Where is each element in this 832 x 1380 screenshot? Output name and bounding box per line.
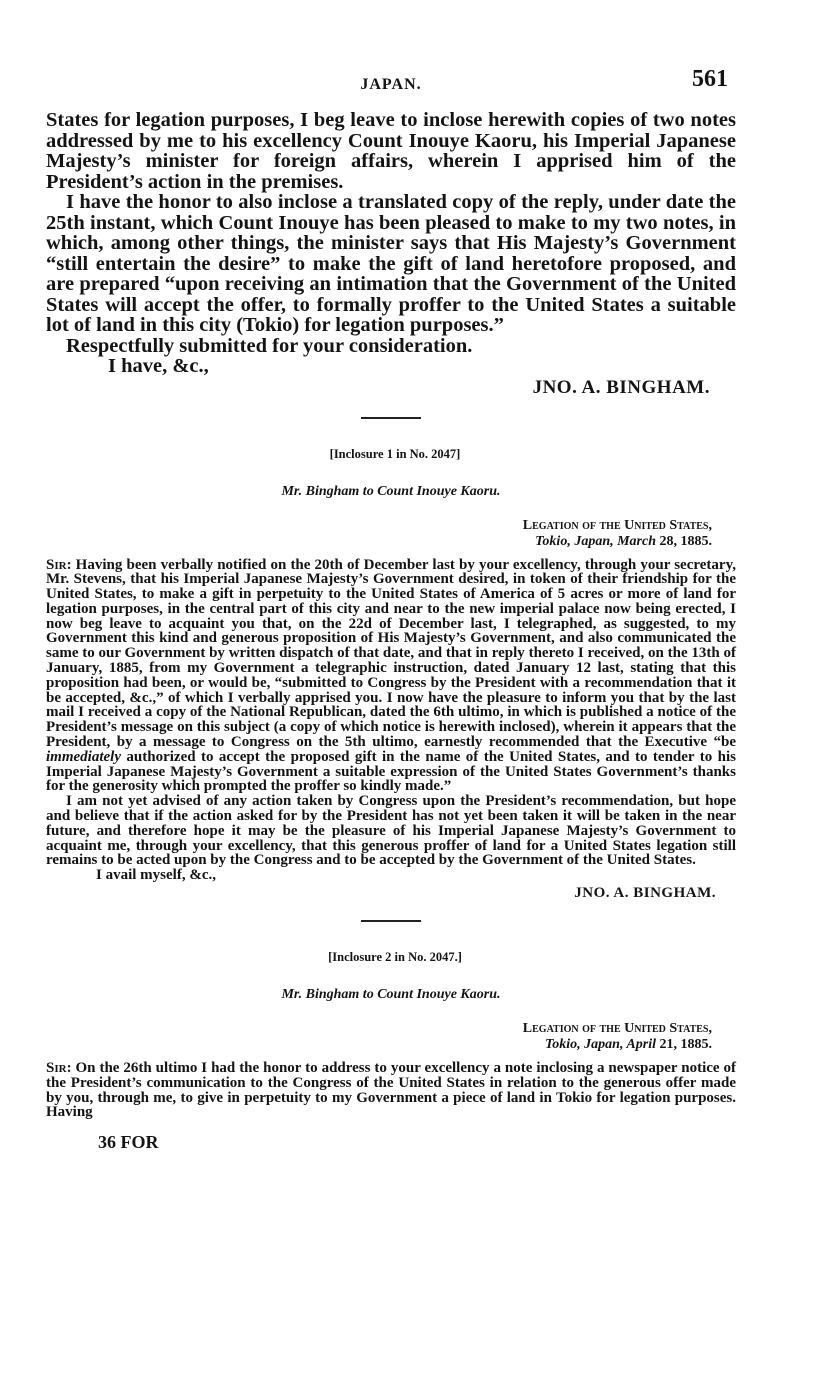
place-date-rest: 21, 1885. bbox=[656, 1037, 712, 1053]
salutation: Sir: bbox=[46, 556, 72, 573]
inclosure-1-signature: JNO. A. BINGHAM. bbox=[574, 885, 716, 902]
paragraph-text: Having been verbally notified on the 20th of December last by your excellency, through your secretary, Mr. Stevens, that his Imperial Japanese Majesty’s Government desired, in token of their friendship for the United States, to make a gift in perpetuity to the United States of America of 5 acres or more of land for legation purposes, in the central part of this city and near to the new imperial palace now being erected, I now beg leave to acquaint you that, on the 22d of December last, I telegraphed, as suggested, to my Government this kind and generous proposition of His Majesty’s Government, and also communicated the same to our Government by written dispatch of that date, and that in reply thereto I received, on the 13th of January, 1885, from my Government a telegraphic instruction, dated January 12 last, stating that this proposition had been, or would be, “submitted to Congress by the President with a recommendation that it be accepted, &c.,” of which I verbally apprised you. I now have the pleasure to inform you that by the last mail I received a copy of the National Republican, dated the 6th ultimo, in which is published a notice of the President’s message on this subject (a copy of which notice is herewith inclosed), wherein it appears that the President, by a message to Congress on the 5th ultimo, earnestly recommended that the Executive “be bbox=[46, 556, 736, 751]
paragraph-emphasis: immediately bbox=[46, 748, 121, 765]
inclosure-1-body bbox=[46, 558, 736, 884]
place-date-italic: Tokio, Japan, April bbox=[545, 1037, 656, 1053]
printer-signature-mark: 36 FOR bbox=[98, 1132, 159, 1153]
inclosure-2-dateline bbox=[46, 1021, 736, 1053]
legation-name: Legation of the United States, bbox=[522, 517, 712, 533]
section-divider bbox=[361, 417, 421, 419]
inclosure-1-dateline bbox=[46, 518, 736, 550]
section-divider bbox=[361, 920, 421, 922]
salutation: Sir: bbox=[46, 1060, 72, 1077]
inclosure-paragraph: I am not yet advised of any action taken by Congress upon the President’s recommendation, but hope and believe that if the action asked for by the President has not yet been taken it will be taken in the near future, and therefore hope it may be the pleasure of his Imperial Japanese Majesty’s Government to acquaint me, through your excellency, that this generous proffer of land for a United States legation still remains to be acted upon by the Congress and to be accepted by the Government of the United States. bbox=[46, 793, 736, 869]
inclosure-1-correspondents: Mr. Bingham to Count Inouye Kaoru. bbox=[281, 483, 501, 499]
place-date-italic: Tokio, Japan, March bbox=[535, 533, 656, 549]
running-head bbox=[46, 62, 736, 110]
main-letter bbox=[46, 110, 736, 377]
running-head-title: JAPAN. bbox=[360, 76, 422, 93]
place-date-rest: 28, 1885. bbox=[656, 533, 712, 549]
inclosure-2-label: [Inclosure 2 in No. 2047.] bbox=[328, 950, 462, 965]
document-page bbox=[46, 62, 736, 1153]
main-closing: I have, &c., bbox=[108, 355, 209, 377]
inclosure-2-correspondents: Mr. Bingham to Count Inouye Kaoru. bbox=[281, 987, 501, 1003]
main-signature: JNO. A. BINGHAM. bbox=[532, 376, 710, 398]
inclosure-1-label: [Inclosure 1 in No. 2047] bbox=[329, 446, 461, 461]
legation-name: Legation of the United States, bbox=[522, 1021, 712, 1037]
inclosure-paragraph bbox=[46, 1061, 736, 1120]
main-paragraph: Respectfully submitted for your consideration. bbox=[66, 334, 473, 357]
inclosure-paragraph bbox=[46, 558, 736, 795]
page-number: 561 bbox=[692, 66, 728, 92]
place-date bbox=[46, 1037, 712, 1053]
main-paragraph: I have the honor to also inclose a translated copy of the reply, under date the 25th instant, which Count Inouye has been pleased to make to my two notes, in which, among other things, the minister says that His Majesty’s Government “still entertain the desire” to make the gift of land heretofore proposed, and are prepared “upon receiving an intimation that the Government of the United States will accept the offer, to formally proffer to the United States a suitable lot of land in this city (Tokio) for legation purposes.” bbox=[46, 191, 736, 336]
place-date bbox=[46, 534, 712, 550]
inclosure-2-body bbox=[46, 1061, 736, 1120]
paragraph-text: authorized to accept the proposed gift in the name of the United States, and to tender to his Imperial Japanese Majesty’s Government a suitable expression of the United States Government’s thanks for the generosity which prompted the proffer so kindly made.” bbox=[46, 748, 736, 795]
main-paragraph: States for legation purposes, I beg leave to inclose herewith copies of two notes addressed by me to his excellency Count Inouye Kaoru, his Imperial Japanese Majesty’s minister for foreign affairs, wherein I apprised him of the President’s action in the premises. bbox=[46, 109, 736, 193]
paragraph-text: On the 26th ultimo I had the honor to address to your excellency a note inclosing a newspaper notice of the President’s communication to the Congress of the United States in relation to the generous offer made by you, through me, to give in perpetuity to my Government a piece of land in Tokio for legation purposes. Having bbox=[46, 1060, 736, 1121]
inclosure-closing: I avail myself, &c., bbox=[96, 867, 216, 884]
